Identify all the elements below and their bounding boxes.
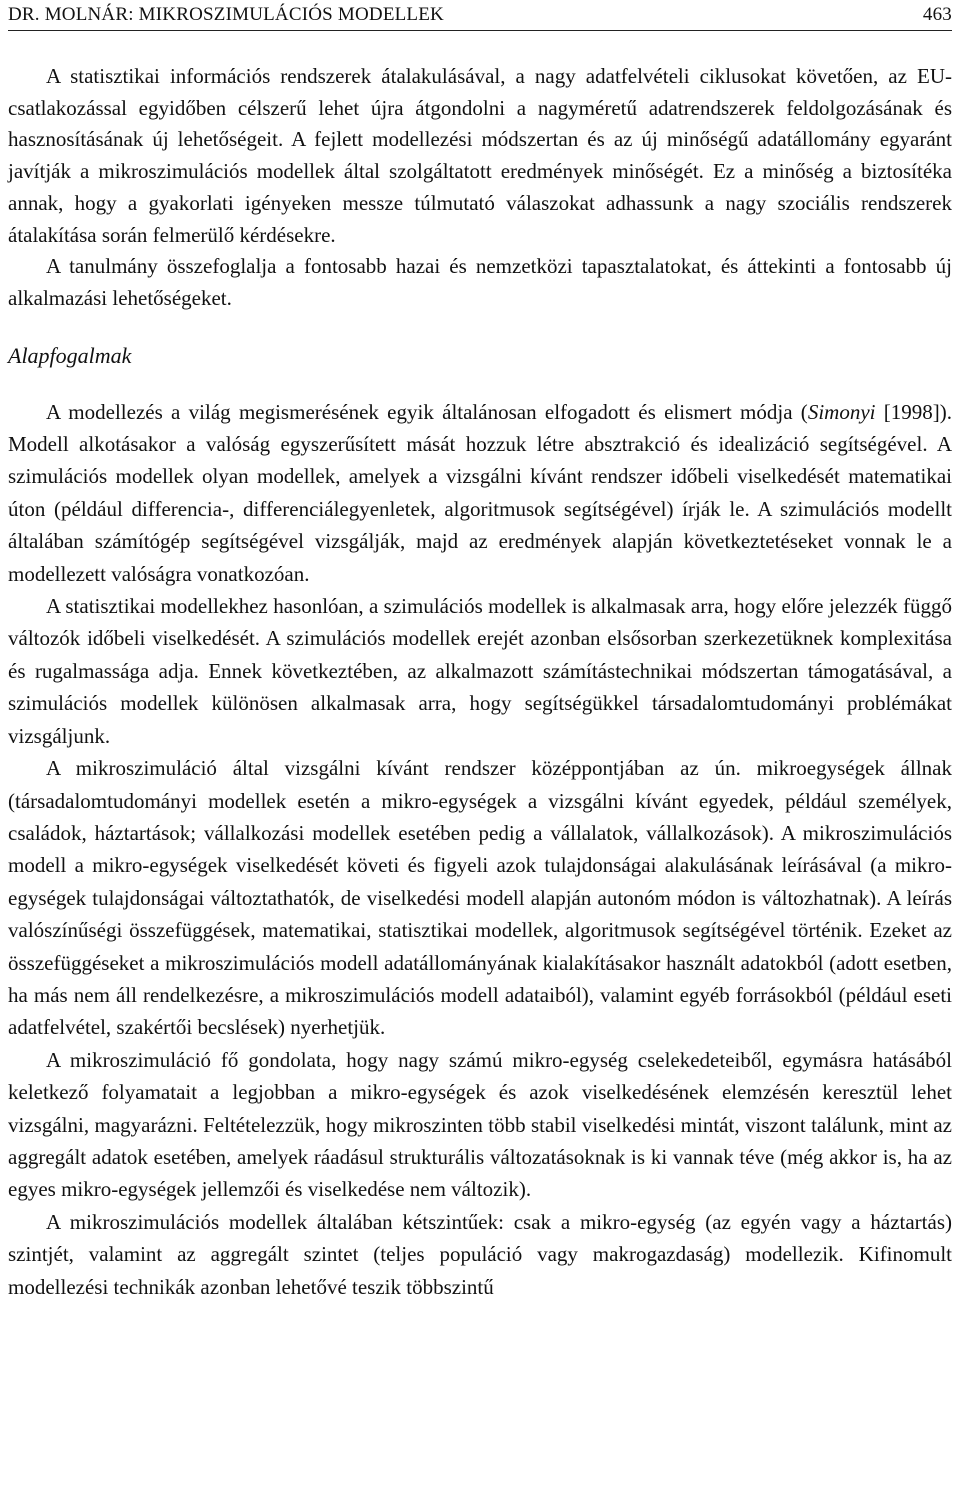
running-header-title: DR. MOLNÁR: MIKROSZIMULÁCIÓS MODELLEK [8, 4, 444, 25]
section-paragraph: A statisztikai modellekhez hasonlóan, a szimulációs modellek is alkalmasak arra, hogy előre jelezzék függő változók időbeli viselkedését. A szimulációs modellek erejét azonban elsősorban szerkezetüknek komplexitása és rugalmassága adja. Ennek következtében, az alkalmazott számítástechnikai módszertan támogatásával, a szimulációs modellek különösen alkalmasak arra, hogy segítségükkel társadalomtudományi problémákat vizsgáljunk. [8, 594, 952, 748]
section-paragraph: A mikroszimuláció fő gondolata, hogy nagy számú mikro-egység cselekedeteiből, egymásra hatásából keletkező folyamatait a legjobban a mikro-egységek és azok viselkedésének elemzésén keresztül lehet vizsgálni, magyarázni. Feltételezzük, hogy mikroszinten több stabil viselkedési mintát, viszont találunk, mint az aggregált adatok esetében, amelyek ráadásul strukturális változatásoknak is ki vannak téve (még akkor is, ha az egyes mikro-egységek jellemzői és viselkedése nem változik). [8, 1047, 952, 1202]
section-paragraph [8, 396, 952, 590]
intro-paragraph: A tanulmány összefoglalja a fontosabb hazai és nemzetközi tapasztalatokat, és áttekinti a fontosabb új alkalmazási lehetőségeket. [8, 254, 952, 310]
intro-text [8, 61, 952, 315]
paragraph-text: [1998]). Modell alkotásakor a valóság egyszerűsített mását hozzuk létre absztrakció és idealizáció segítségével. A szimulációs modellek olyan modellek, amelyek a vizsgálni kívánt rendszer időbeli viselkedését matematikai úton (például differencia-, differenciálegyenletek, algoritmusok segítségével) írják le. A szimulációs modellt általában számítógép segítségével vizsgálják, majd az eredmények alapján következtetéseket vonnak le a modellezett valóságra vonatkozóan. [8, 399, 952, 586]
section-paragraph: A mikroszimuláció által vizsgálni kívánt rendszer középpontjában az ún. mikroegységek állnak (társadalomtudományi modellek esetén a mikro-egységek a vizsgálni kívánt egyedek, például személyek, családok, háztartások; vállalkozási modellek esetében pedig a vállalatok, vállalkozások). A mikroszimulációs modell a mikro-egységek viselkedését követi és figyeli azok tulajdonságai alakulásának leírásával (a mikro-egységek tulajdonságai változtathatók, de viselkedési modell alapján autonóm módon is változhatnak). A leírás valószínűségi összefüggések, matematikai, statisztikai modellek, algoritmusok segítségével történik. Ezeket az összefüggéseket a mikroszimulációs modell adatállományának kialakításakor használt adatokból (adott esetben, ha más nem áll rendelkezésre, a mikroszimulációs modell adataiból), valamint egyéb forrásokból (például eseti adatfelvétel, szakértői becslések) nyerhetjük. [8, 756, 952, 1040]
document-page [8, 0, 952, 1303]
section-paragraph: A mikroszimulációs modellek általában kétszintűek: csak a mikro-egység (az egyén vagy a háztartás) szintjét, valamint az aggregált szintet (teljes populáció vagy makrogazdaság) modellezik. Kifinomult modellezési technikák azonban lehetővé teszik többszintű [8, 1209, 952, 1299]
section-heading: Alapfogalmak [8, 342, 132, 368]
intro-paragraph: A statisztikai információs rendszerek átalakulásával, a nagy adatfelvételi ciklusokat követően, az EU-csatlakozással egyidőben célszerű lehet újra átgondolni a nagyméretű adatrendszerek feldolgozásának és hasznosításának új lehetőségeit. A fejlett modellezési módszertan és az új minőségű adatállomány egyaránt javítják a mikroszimulációs modellek által szolgáltatott eredmények minőségét. Ez a minőség a biztosítéka annak, hogy a gyakorlati igényeken messze túlmutató válaszokat adhassunk a nagy szociális rendszerek átalakítása során felmerülő kérdésekre. [8, 64, 952, 247]
running-header [8, 0, 952, 31]
citation-author: Simonyi [807, 399, 876, 424]
section-body [8, 396, 952, 1303]
page-number: 463 [922, 4, 952, 25]
paragraph-text: A modellezés a világ megismerésének egyik általánosan elfogadott és elismert módja ( [46, 399, 808, 424]
